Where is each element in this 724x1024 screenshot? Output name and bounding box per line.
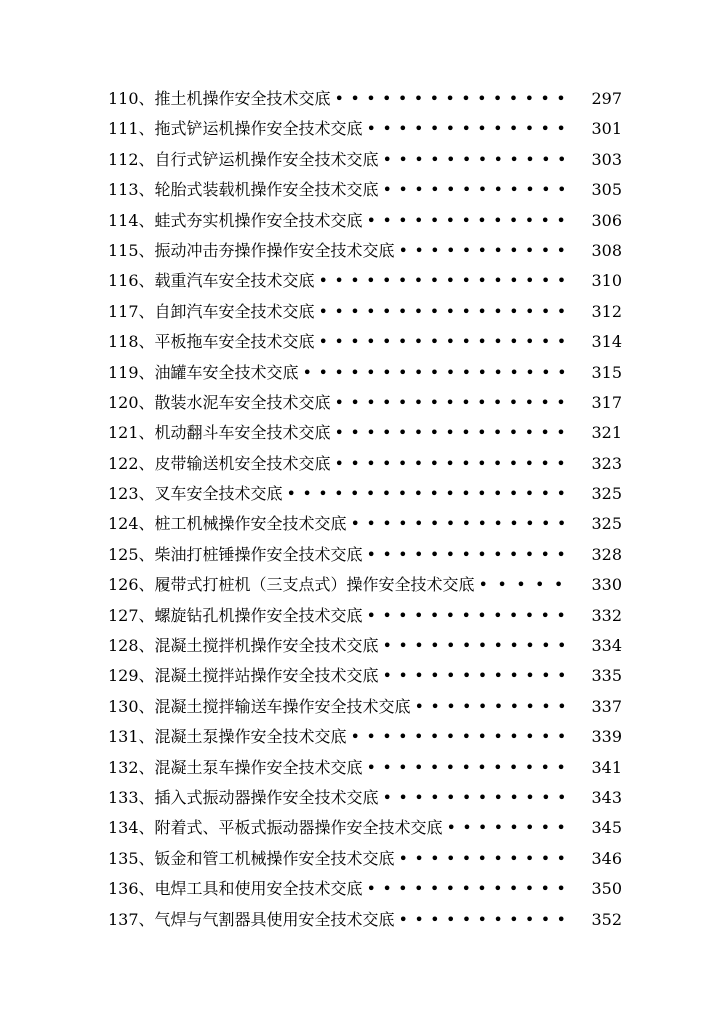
toc-entry-leader: ••••••••••••••• — [334, 423, 573, 443]
toc-entry-page-number: 352 — [591, 909, 622, 929]
toc-entry-title: 131、混凝土泵操作安全技术交底 — [108, 727, 347, 747]
toc-entry-title: 129、混凝土搅拌站操作安全技术交底 — [108, 666, 379, 686]
toc-entry — [108, 813, 622, 843]
toc-entry-title: 111、拖式铲运机操作安全技术交底 — [108, 119, 363, 139]
toc-entry-page-number: 315 — [591, 362, 622, 382]
toc-entry — [108, 661, 622, 691]
toc-entry-title: 128、混凝土搅拌机操作安全技术交底 — [108, 636, 379, 656]
toc-entry — [108, 114, 622, 144]
toc-entry-leader: •••••••••••• — [382, 636, 573, 656]
toc-entry-page-number: 323 — [591, 453, 622, 473]
toc-entry-leader: ••••• — [478, 575, 573, 595]
toc-entry-title: 133、插入式振动器操作安全技术交底 — [108, 787, 379, 807]
toc-entry-leader: •••••••••••••••• — [318, 332, 573, 352]
toc-entry-title: 115、振动冲击夯操作操作安全技术交底 — [108, 240, 395, 260]
toc-entry-page-number: 343 — [591, 787, 622, 807]
toc-entry-page-number: 325 — [591, 484, 622, 504]
toc-entry-title: 123、叉车安全技术交底 — [108, 484, 283, 504]
toc-entry-page-number: 346 — [591, 848, 622, 868]
toc-entry — [108, 449, 622, 479]
toc-entry-page-number: 321 — [591, 423, 622, 443]
toc-entry-page-number: 308 — [591, 240, 622, 260]
toc-entry — [108, 874, 622, 904]
toc-entry-page-number: 303 — [591, 149, 622, 169]
toc-entry-leader: •••••••••• — [414, 696, 573, 716]
toc-entry-leader: •••••••••••• — [382, 149, 573, 169]
toc-entry — [108, 175, 622, 205]
toc-entry-page-number: 305 — [591, 180, 622, 200]
toc-entry-leader: ••••••••••••••••• — [302, 362, 573, 382]
toc-entry-leader: •••••••••••••••• — [318, 271, 573, 291]
toc-entry-page-number: 312 — [591, 301, 622, 321]
toc-entry — [108, 905, 622, 935]
toc-entry-page-number: 332 — [591, 605, 622, 625]
toc-entry — [108, 692, 622, 722]
toc-entry-title: 124、桩工机械操作安全技术交底 — [108, 514, 347, 534]
toc-entry-title: 120、散装水泥车安全技术交底 — [108, 392, 331, 412]
toc-entry-title: 118、平板拖车安全技术交底 — [108, 332, 315, 352]
toc-entry-page-number: 310 — [591, 271, 622, 291]
toc-entry-page-number: 330 — [591, 575, 622, 595]
toc-entry-leader: ••••••••••• — [398, 909, 573, 929]
toc-entry-leader: •••••••••••• — [382, 180, 573, 200]
toc-entry-title: 136、电焊工具和使用安全技术交底 — [108, 879, 363, 899]
toc-entry-page-number: 334 — [591, 636, 622, 656]
toc-entry — [108, 753, 622, 783]
toc-entry-title: 122、皮带输送机安全技术交底 — [108, 453, 331, 473]
toc-entry-title: 130、混凝土搅拌输送车操作安全技术交底 — [108, 696, 411, 716]
toc-entry-title: 110、推土机操作安全技术交底 — [108, 89, 331, 108]
toc-entry-leader: •••••••••••••• — [350, 727, 573, 747]
toc-entry-page-number: 325 — [591, 514, 622, 534]
toc-entry-page-number: 345 — [591, 818, 622, 838]
toc-entry-title: 117、自卸汽车安全技术交底 — [108, 301, 315, 321]
toc-entry-leader: •••••••••••• — [382, 666, 573, 686]
toc-entry-leader: •••••••••••• — [382, 787, 573, 807]
toc-entry — [108, 722, 622, 752]
toc-entry-leader: ••••••••••••• — [366, 605, 573, 625]
toc-entry-page-number: 297 — [591, 89, 622, 108]
toc-entry-title: 113、轮胎式装载机操作安全技术交底 — [108, 180, 379, 200]
toc-entry — [108, 844, 622, 874]
toc-entry-title: 135、钣金和管工机械操作安全技术交底 — [108, 848, 395, 868]
toc-entry — [108, 570, 622, 600]
toc-entry — [108, 145, 622, 175]
toc-entry-leader: ••••••••••• — [398, 848, 573, 868]
toc-entry-title: 114、蛙式夯实机操作安全技术交底 — [108, 210, 363, 230]
toc-entry-leader: •••••••• — [446, 818, 573, 838]
toc-entry-page-number: 337 — [591, 696, 622, 716]
toc-entry-title: 112、自行式铲运机操作安全技术交底 — [108, 149, 379, 169]
toc-entry-title: 134、附着式、平板式振动器操作安全技术交底 — [108, 818, 443, 838]
table-of-contents — [108, 84, 622, 935]
toc-entry-title: 126、履带式打桩机（三支点式）操作安全技术交底 — [108, 575, 475, 595]
toc-entry-page-number: 306 — [591, 210, 622, 230]
toc-entry — [108, 84, 622, 114]
toc-entry — [108, 479, 622, 509]
toc-entry — [108, 266, 622, 296]
toc-entry-page-number: 314 — [591, 332, 622, 352]
toc-entry-title: 132、混凝土泵车操作安全技术交底 — [108, 757, 363, 777]
toc-entry — [108, 631, 622, 661]
toc-entry-leader: ••••••••••• — [398, 240, 573, 260]
toc-entry — [108, 418, 622, 448]
toc-entry — [108, 601, 622, 631]
toc-entry — [108, 206, 622, 236]
toc-entry-leader: ••••••••••••••• — [334, 392, 573, 412]
toc-entry-leader: ••••••••••••• — [366, 544, 573, 564]
toc-entry — [108, 297, 622, 327]
toc-entry — [108, 509, 622, 539]
toc-entry-leader: •••••••••••••••• — [318, 301, 573, 321]
toc-entry-leader: •••••••••••••••••• — [286, 484, 573, 504]
toc-entry — [108, 783, 622, 813]
toc-entry-leader: ••••••••••••• — [366, 879, 573, 899]
toc-entry-title: 116、载重汽车安全技术交底 — [108, 271, 315, 291]
toc-entry-leader: ••••••••••••• — [366, 119, 573, 139]
toc-entry-title: 119、油罐车安全技术交底 — [108, 362, 299, 382]
toc-entry-title: 121、机动翻斗车安全技术交底 — [108, 423, 331, 443]
toc-entry-leader: •••••••••••••• — [350, 514, 573, 534]
toc-entry-page-number: 339 — [591, 727, 622, 747]
toc-entry-page-number: 328 — [591, 544, 622, 564]
toc-entry-title: 127、螺旋钻孔机操作安全技术交底 — [108, 605, 363, 625]
toc-entry-leader: ••••••••••••• — [366, 210, 573, 230]
toc-entry-title: 137、气焊与气割器具使用安全技术交底 — [108, 909, 395, 929]
toc-entry — [108, 388, 622, 418]
toc-entry-leader: ••••••••••••••• — [334, 89, 573, 108]
toc-entry-title: 125、柴油打桩锤操作安全技术交底 — [108, 544, 363, 564]
toc-entry — [108, 236, 622, 266]
toc-entry-page-number: 317 — [591, 392, 622, 412]
toc-entry-page-number: 335 — [591, 666, 622, 686]
toc-entry-page-number: 301 — [591, 119, 622, 139]
toc-entry — [108, 358, 622, 388]
toc-entry — [108, 327, 622, 357]
toc-entry-leader: ••••••••••••••• — [334, 453, 573, 473]
toc-entry-leader: ••••••••••••• — [366, 757, 573, 777]
toc-entry-page-number: 341 — [591, 757, 622, 777]
toc-entry-page-number: 350 — [591, 879, 622, 899]
toc-entry — [108, 540, 622, 570]
